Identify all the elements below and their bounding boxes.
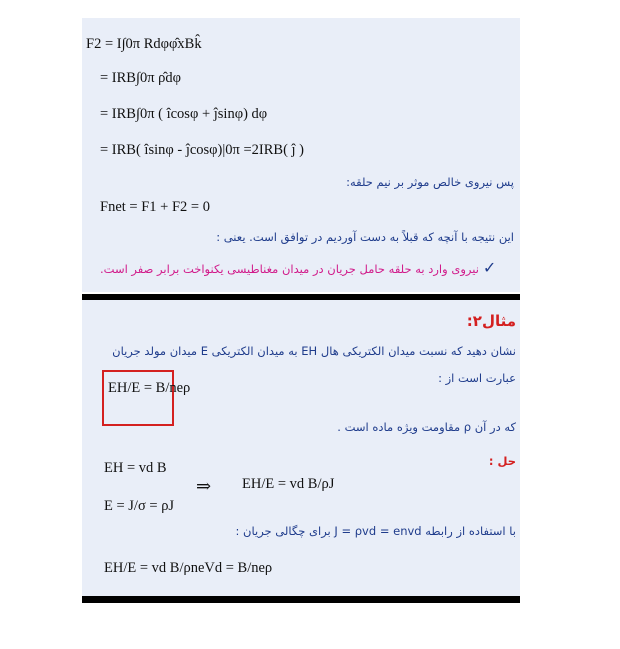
example-prompt-line-2: عبارت است از : <box>438 371 516 385</box>
boxed-formula: EH/E = B/neρ <box>108 380 191 396</box>
equation-line-1: F2 = I∫0π Rdφφ̂xBk̂ <box>86 36 202 52</box>
equation-line-2: = IRB∫0π ρ̂dφ <box>100 70 181 86</box>
solution-label: حل : <box>488 454 516 468</box>
relation-text: با استفاده از رابطه J = ρvd = envd برای چگالی جریان : <box>235 524 516 538</box>
eq-field-ratio: EH/E = vd B/ρJ <box>242 476 335 492</box>
highlight-row <box>100 258 496 278</box>
checkmark-icon: ✓ <box>482 258 497 277</box>
boxed-formula-frame <box>102 370 174 426</box>
example-title: مثال۲: <box>466 312 516 330</box>
equation-line-3: = IRB∫0π ( îcosφ + ĵsinφ) dφ <box>100 106 268 122</box>
example-prompt-line-1: نشان دهید که نسبت میدان الکتریکی هال EH به میدان الکتریکی E میدان مولد جریان <box>112 344 516 358</box>
equation-line-4: = IRB( îsinφ - ĵcosφ)|0π =2IRB( ĵ ) <box>100 142 305 158</box>
rho-note: که در آن ρ مقاومت ویژه ماده است . <box>337 420 516 434</box>
bottom-divider-bar <box>82 596 520 603</box>
highlight-statement: نیروی وارد به حلقه حامل جریان در میدان مغناطیسی یکنواخت برابر صفر است. <box>100 262 479 276</box>
conclusion-text: این نتیجه با آنچه که قبلاً به دست آوردیم در توافق است. یعنی : <box>216 230 514 244</box>
final-equation: EH/E = vd B/ρneVd = B/neρ <box>104 560 273 576</box>
eq-hall-field: EH = vd B <box>104 460 167 476</box>
net-force-intro-text: پس نیروی خالص موثر بر نیم حلقه: <box>346 175 514 189</box>
eq-electric-field: E = J/σ = ρJ <box>104 498 175 514</box>
implies-arrow-icon: ⇒ <box>196 476 212 496</box>
net-force-equation: Fnet = F1 + F2 = 0 <box>100 199 210 215</box>
